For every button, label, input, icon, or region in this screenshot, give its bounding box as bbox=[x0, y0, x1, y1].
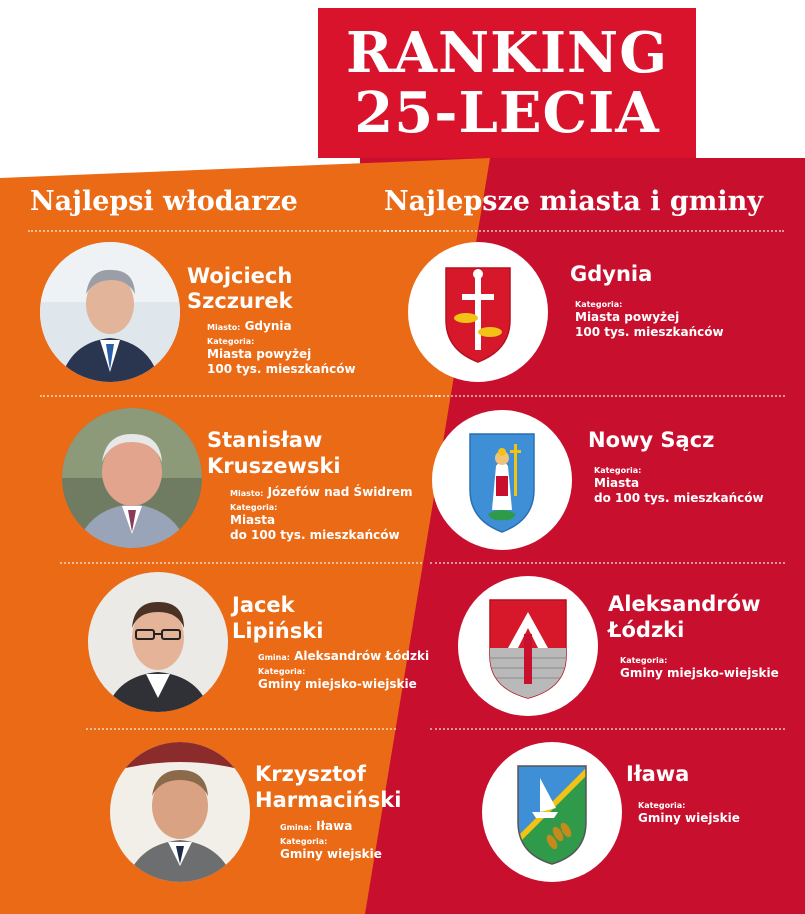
place-2-category-label: Kategoria: bbox=[594, 466, 642, 475]
person-2-category-label: Kategoria: bbox=[230, 503, 278, 512]
crest-circle-nowy-sacz bbox=[432, 410, 572, 550]
title-line-2: 25-LECIA bbox=[354, 80, 660, 146]
place-3-category-label: Kategoria: bbox=[620, 656, 668, 665]
person-1-place: Gdynia bbox=[244, 319, 292, 333]
place-3-name-line2: Łódzki bbox=[608, 618, 685, 642]
person-3-place-row bbox=[258, 649, 429, 665]
place-1-name: Gdynia bbox=[570, 262, 653, 286]
right-column-header: Najlepsze miasta i gminy bbox=[384, 186, 763, 217]
place-3-category-line1: Gminy miejsko-wiejskie bbox=[620, 666, 779, 680]
person-2-category-line1: Miasta bbox=[230, 513, 276, 527]
title-line-1: RANKING bbox=[345, 20, 669, 86]
portrait-person-3 bbox=[88, 572, 228, 712]
person-1-photo-icon bbox=[40, 242, 180, 382]
crest-circle-ilawa bbox=[482, 742, 622, 882]
crest-circle-gdynia bbox=[408, 242, 548, 382]
person-3-last-name: Lipiński bbox=[232, 619, 324, 643]
person-1-place-label: Miasto: bbox=[207, 323, 241, 332]
place-1-category-label: Kategoria: bbox=[575, 300, 623, 309]
right-divider-2 bbox=[430, 562, 785, 564]
portrait-person-1 bbox=[40, 242, 180, 382]
person-1-category-label: Kategoria: bbox=[207, 337, 255, 346]
person-4-last-name: Harmaciński bbox=[255, 788, 402, 812]
person-2-place-label: Miasto: bbox=[230, 489, 264, 498]
gdynia-crest-icon bbox=[408, 242, 548, 382]
place-4-category-line1: Gminy wiejskie bbox=[638, 811, 740, 825]
left-divider-1 bbox=[40, 395, 440, 397]
aleksandrow-crest-icon bbox=[458, 576, 598, 716]
nowy-sacz-crest-icon bbox=[432, 410, 572, 550]
person-2-photo-icon bbox=[62, 408, 202, 548]
portrait-person-4 bbox=[110, 742, 250, 882]
person-4-category-line1: Gminy wiejskie bbox=[280, 847, 382, 861]
place-2-name: Nowy Sącz bbox=[588, 428, 715, 452]
person-4-place-label: Gmina: bbox=[280, 823, 312, 832]
person-2-place-row bbox=[230, 485, 413, 501]
person-2-last-name: Kruszewski bbox=[207, 454, 341, 478]
person-3-place: Aleksandrów Łódzki bbox=[294, 649, 430, 663]
person-1-category-line2: 100 tys. mieszkańców bbox=[207, 362, 356, 376]
person-4-place-row bbox=[280, 819, 352, 835]
person-3-place-label: Gmina: bbox=[258, 653, 290, 662]
ilawa-crest-icon bbox=[482, 742, 622, 882]
crest-circle-aleksandrow bbox=[458, 576, 598, 716]
person-3-photo-icon bbox=[88, 572, 228, 712]
person-4-place: Iława bbox=[316, 819, 353, 833]
place-1-category-line2: 100 tys. mieszkańców bbox=[575, 325, 724, 339]
place-4-name: Iława bbox=[626, 762, 690, 786]
ranking-title-box bbox=[318, 8, 696, 158]
person-4-first-name: Krzysztof bbox=[255, 762, 366, 786]
person-1-last-name: Szczurek bbox=[187, 289, 293, 313]
person-4-photo-icon bbox=[110, 742, 250, 882]
right-divider-1 bbox=[430, 395, 785, 397]
left-divider-2 bbox=[60, 562, 422, 564]
portrait-person-2 bbox=[62, 408, 202, 548]
right-divider-3 bbox=[430, 728, 785, 730]
person-1-category-line1: Miasta powyżej bbox=[207, 347, 312, 361]
person-2-place: Józefów nad Świdrem bbox=[267, 485, 413, 499]
place-1-category-line1: Miasta powyżej bbox=[575, 310, 680, 324]
place-3-name-line1: Aleksandrów bbox=[608, 592, 761, 616]
person-3-first-name: Jacek bbox=[232, 593, 295, 617]
place-2-category-line2: do 100 tys. mieszkańców bbox=[594, 491, 764, 505]
left-divider-3 bbox=[86, 728, 396, 730]
person-3-category-label: Kategoria: bbox=[258, 667, 306, 676]
person-3-category-line1: Gminy miejsko-wiejskie bbox=[258, 677, 417, 691]
person-4-category-label: Kategoria: bbox=[280, 837, 328, 846]
left-column-header: Najlepsi włodarze bbox=[30, 186, 298, 217]
person-1-first-name: Wojciech bbox=[187, 264, 293, 288]
place-4-category-label: Kategoria: bbox=[638, 801, 686, 810]
person-1-place-row bbox=[207, 319, 292, 335]
right-header-divider bbox=[384, 230, 784, 232]
person-2-category-line2: do 100 tys. mieszkańców bbox=[230, 528, 400, 542]
person-2-first-name: Stanisław bbox=[207, 428, 323, 452]
place-2-category-line1: Miasta bbox=[594, 476, 640, 490]
